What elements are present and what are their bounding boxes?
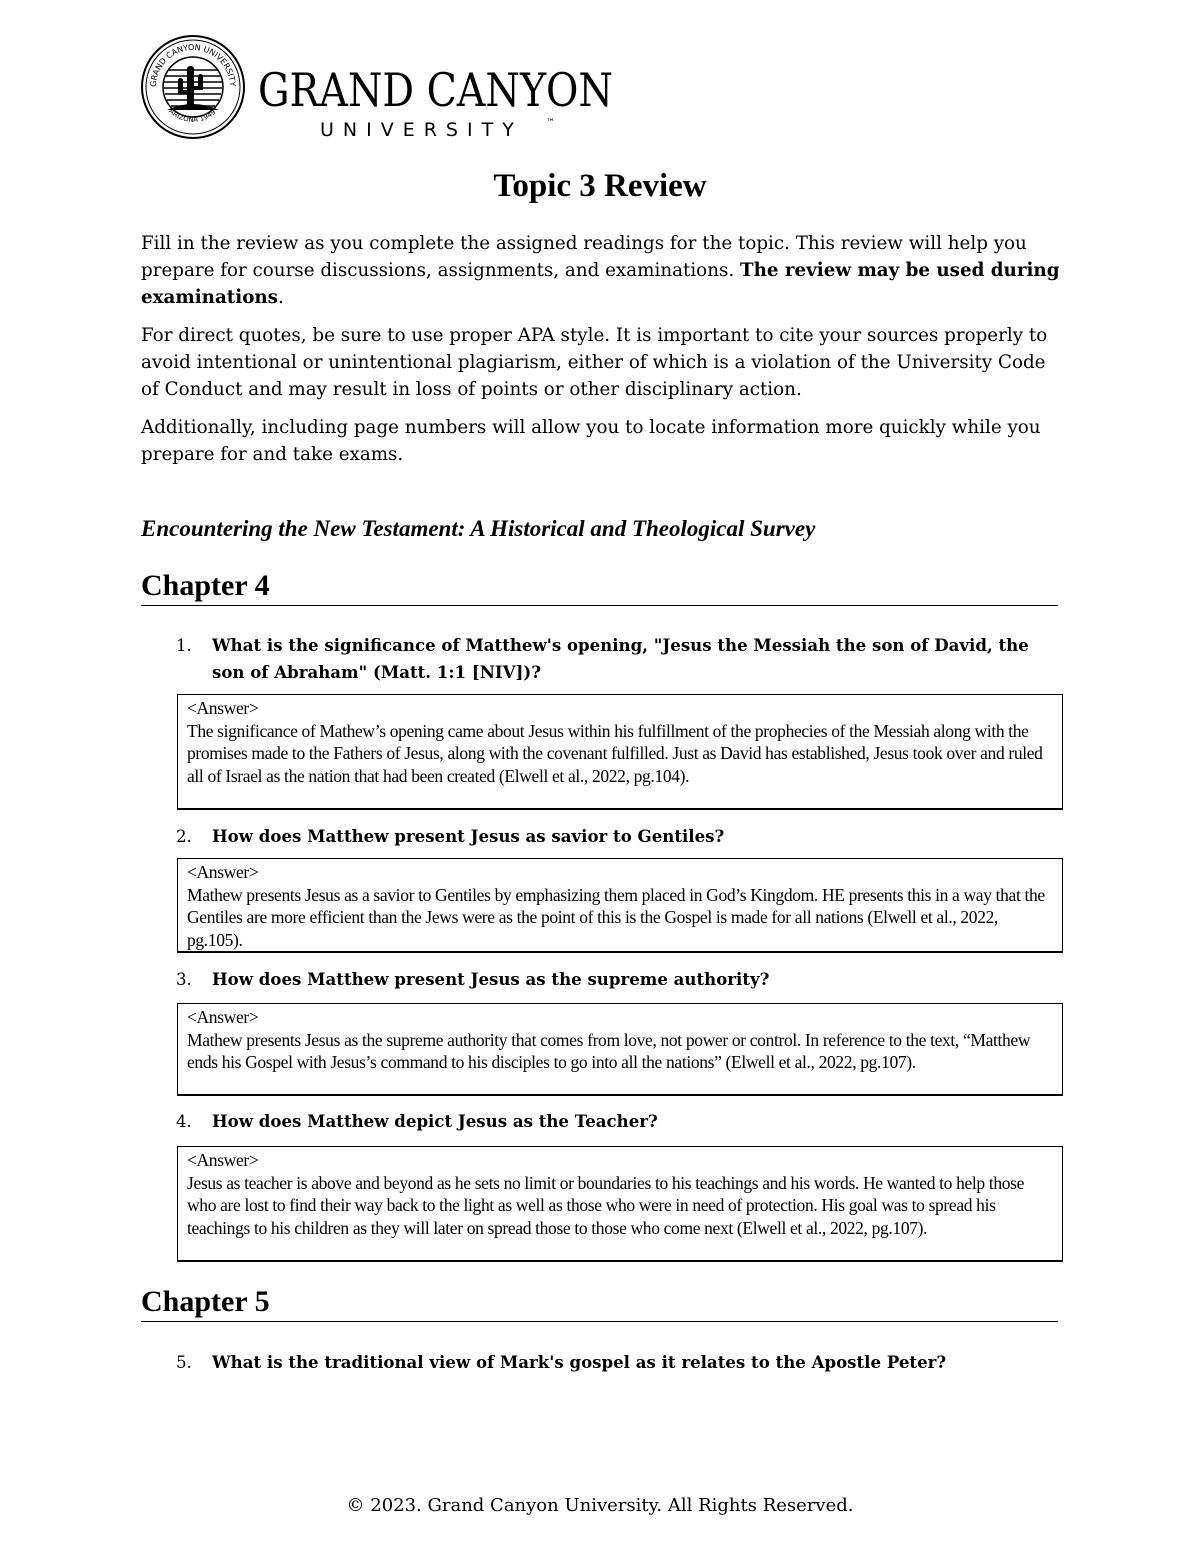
logo-trademark: ™ <box>546 118 555 128</box>
answer-tag: <Answer> <box>187 1007 259 1027</box>
book-title: Encountering the New Testament: A Historical and Theological Survey <box>141 516 816 541</box>
logo-subtitle: UNIVERSITY <box>320 119 523 140</box>
answer-box[interactable] <box>177 694 1063 810</box>
answer-tag: <Answer> <box>187 1150 259 1170</box>
answer-text: Mathew presents Jesus as the supreme authority that comes from love, not power or control. In reference to the text, “Matthew ends his Gospel with Jesus’s command to his disciples to go into all the nations” (Elwell et al., 2022, pg.107). <box>187 1029 1031 1072</box>
question-item <box>176 632 1058 686</box>
logo-wordmark: GRAND CANYON <box>258 63 613 117</box>
question-item <box>176 823 1058 850</box>
answer-tag: <Answer> <box>187 698 259 718</box>
intro-section <box>141 230 1066 479</box>
answer-box[interactable] <box>177 1146 1063 1262</box>
question-item <box>176 1108 1058 1135</box>
answer-box[interactable] <box>177 1003 1063 1096</box>
question-number: 4. <box>176 1112 192 1131</box>
question-number: 2. <box>176 827 192 846</box>
intro-paragraph-3: Additionally, including page numbers will allow you to locate information more quickly while you prepare for and take exams. <box>141 417 1041 465</box>
answer-box[interactable] <box>177 858 1063 953</box>
question-text: What is the traditional view of Mark's gospel as it relates to the Apostle Peter? <box>212 1352 947 1372</box>
question-number: 5. <box>176 1353 192 1372</box>
university-logo <box>140 34 620 140</box>
question-number: 1. <box>176 636 192 655</box>
svg-text:ARIZONA 1949: ARIZONA 1949 <box>167 107 218 124</box>
intro-emphasis: The review may be used during examinations <box>141 260 1060 308</box>
answer-text: Mathew presents Jesus as a savior to Gentiles by emphasizing them placed in God’s Kingdom. HE presents this in a way that the Gentiles are more efficient than the Jews were as the point of this is the Gospel is made for all nations (Elwell et al., 2022, pg.105). <box>187 884 1045 950</box>
intro-paragraph-2: For direct quotes, be sure to use proper APA style. It is important to cite your sources properly to avoid intentional or unintentional plagiarism, either of which is a violation of the University Code of Conduct and may result in loss of points or other disciplinary action. <box>141 325 1048 400</box>
question-item <box>176 1349 1058 1376</box>
question-text: What is the significance of Matthew's opening, "Jesus the Messiah the son of David, the son of Abraham" (Matt. 1:1 [NIV])? <box>212 635 1029 682</box>
answer-text: Jesus as teacher is above and beyond as he sets no limit or boundaries to his teachings and his words. He wanted to help those who are lost to find their way back to the light as well as those who were in need of protection. His goal was to spread his teachings to his children as they will later on spread those to those who come next (Elwell et al., 2022, pg.107). <box>187 1172 1025 1238</box>
question-item <box>176 966 1058 993</box>
question-text: How does Matthew present Jesus as the supreme authority? <box>212 969 770 989</box>
question-text: How does Matthew depict Jesus as the Teacher? <box>212 1111 658 1131</box>
chapter-heading: Chapter 5 <box>141 1284 1058 1322</box>
intro-paragraph-1: Fill in the review as you complete the assigned readings for the topic. This review will help you prepare for course discussions, assignments, and examinations. The review may be used during examinations. <box>141 233 1060 308</box>
svg-text:GRAND CANYON UNIVERSITY: GRAND CANYON UNIVERSITY <box>148 42 238 88</box>
question-text: How does Matthew present Jesus as savior to Gentiles? <box>212 826 725 846</box>
page-title: Topic 3 Review <box>493 168 707 204</box>
answer-text: The significance of Mathew’s opening came about Jesus within his fulfillment of the prophecies of the Messiah along with the promises made to the Fathers of Jesus, along with the covenant fulfilled. Just as David has established, Jesus took over and ruled all of Israel as the nation that had been created (Elwell et al., 2022, pg.104). <box>187 720 1043 786</box>
answer-tag: <Answer> <box>187 862 259 882</box>
question-number: 3. <box>176 970 192 989</box>
university-seal-icon <box>140 34 620 140</box>
chapter-heading: Chapter 4 <box>141 568 1058 606</box>
copyright-footer: © 2023. Grand Canyon University. All Rights Reserved. <box>346 1495 854 1516</box>
